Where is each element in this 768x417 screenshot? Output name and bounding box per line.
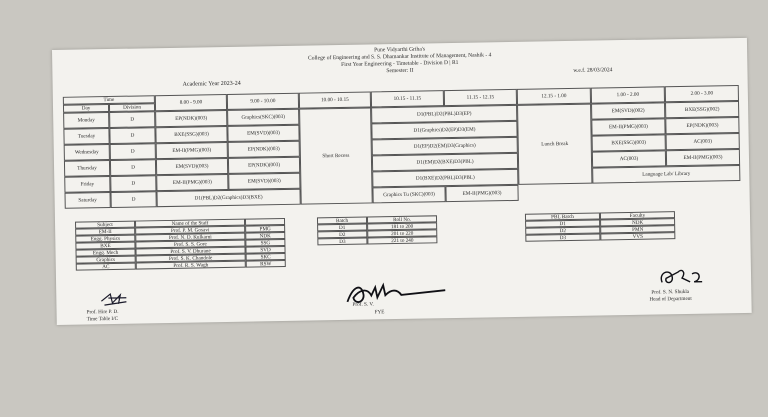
lecture-cell: EP(NDK)(003) bbox=[155, 110, 227, 127]
division-cell: D bbox=[110, 143, 156, 160]
lecture-cell: AC(003) bbox=[666, 133, 740, 150]
faculty-name: Prof. R. S. Wagh bbox=[136, 261, 246, 270]
middle-signatory-name: Prof. S. V. bbox=[352, 301, 374, 308]
slot-header: 10.15 - 11.15 bbox=[371, 90, 444, 107]
lecture-cell: EM(SVD)(002) bbox=[591, 102, 665, 119]
timetable-sheet bbox=[52, 38, 752, 325]
middle-signatory-role: FYE bbox=[374, 309, 385, 316]
lecture-cell: EM-II(PMG)(003) bbox=[591, 118, 665, 135]
faculty-header: Name of the Staff bbox=[135, 219, 245, 228]
right-signatory-role: Head of Department bbox=[649, 295, 692, 303]
lecture-cell: Graphics(SKC)(003) bbox=[227, 109, 299, 126]
lecture-cell: EM(SVD)(003) bbox=[228, 173, 300, 190]
short-recess: Short Recess bbox=[299, 107, 373, 204]
faculty-code: SSG bbox=[245, 239, 285, 247]
time-header: Time bbox=[63, 95, 155, 105]
faculty-name: Prof. P. M. Gosavi bbox=[135, 226, 245, 235]
division-cell: D bbox=[110, 191, 156, 208]
batch-roll: 221 to 240 bbox=[367, 236, 437, 244]
day-cell: Wednesday bbox=[64, 144, 110, 161]
tutorial-cell: Graphics Tu (SKC)(003) bbox=[372, 186, 445, 203]
faculty-name: Prof. S. S. Gore bbox=[135, 240, 245, 249]
day-cell: Tuesday bbox=[63, 128, 109, 145]
practical-cell: D1(EP)D2(EM)D3(Graphics) bbox=[372, 137, 518, 156]
faculty-code: RSW bbox=[246, 260, 286, 268]
practical-cell: D1(Graphics)D2(EP)D3(EM) bbox=[371, 121, 517, 140]
batch-name: D2 bbox=[317, 231, 367, 239]
lecture-cell: BXE(SSG)(003) bbox=[592, 134, 666, 151]
lecture-cell: EM-II(PMG)(003) bbox=[445, 185, 518, 202]
division-cell: D bbox=[109, 111, 155, 128]
batch-name: D1 bbox=[317, 224, 367, 232]
division-cell: D bbox=[110, 175, 156, 192]
day-cell: Thursday bbox=[64, 160, 110, 177]
faculty-code: NDK bbox=[245, 232, 285, 240]
pbl-faculty: VVS bbox=[600, 232, 675, 240]
batch-roll: 181 to 200 bbox=[367, 222, 437, 230]
pbl-batch: D3 bbox=[525, 233, 600, 241]
pbl-header: Faculty bbox=[600, 211, 675, 219]
faculty-name: Prof. N. D. Kulkarni bbox=[135, 233, 245, 242]
effective-date: w.e.f. 28/03/2024 bbox=[573, 67, 613, 74]
slot-header: 12.15 - 1.00 bbox=[517, 88, 591, 105]
division-cell: D bbox=[109, 127, 155, 144]
lecture-cell: EM-II(PMG)(003) bbox=[156, 174, 228, 191]
pbl-batch: D1 bbox=[525, 219, 600, 227]
slot-header: 11.15 - 12.15 bbox=[444, 89, 517, 106]
slot-header: 8.00 - 9.00 bbox=[155, 94, 227, 111]
lecture-cell: EP(NDK)(003) bbox=[228, 157, 300, 174]
faculty-header: Subject bbox=[75, 221, 135, 229]
batch-header: Batch bbox=[317, 217, 367, 225]
faculty-name: Prof. S. K. Chandole bbox=[136, 254, 246, 263]
batch-roll: 201 to 220 bbox=[367, 229, 437, 237]
pbl-faculty: NDK bbox=[600, 218, 675, 226]
left-signature bbox=[96, 289, 136, 310]
day-cell: Friday bbox=[64, 176, 110, 193]
practical-cell: D1(EM)D2(BXE)D3(PBL) bbox=[372, 153, 518, 172]
faculty-subject: Graphics bbox=[76, 256, 136, 264]
faculty-name: Prof. S. V. Dhurane bbox=[135, 247, 245, 256]
library-cell: Language Lab/ Library bbox=[592, 165, 740, 184]
lunch-break: Lunch Break bbox=[517, 104, 592, 185]
day-header: Day bbox=[63, 104, 109, 113]
lecture-cell: AC(003) bbox=[592, 150, 666, 167]
practical-cell: D1(PBL)D2(Graphics)D3(BXE) bbox=[156, 189, 300, 208]
timetable-title: First Year Engineering - Timetable - Division D | R1 bbox=[341, 59, 459, 68]
slot-header: 9.00 - 10.00 bbox=[227, 93, 299, 110]
college-name: College of Engineering and S. S. Dhamankar Institute of Management, Nashik - 4 bbox=[307, 52, 492, 62]
pbl-batch: D2 bbox=[525, 226, 600, 234]
faculty-code: PMG bbox=[245, 225, 285, 233]
practical-cell: D1(PBL)D2(PBL)D3(EP) bbox=[371, 105, 517, 124]
lecture-cell: BXE(SSG)(002) bbox=[665, 101, 739, 118]
lecture-cell: EP(NDK)(003) bbox=[228, 141, 300, 158]
day-cell: Saturday bbox=[64, 192, 110, 209]
slot-header: 10.00 - 10.15 bbox=[299, 91, 371, 108]
faculty-code: SVD bbox=[245, 246, 285, 254]
day-cell: Monday bbox=[63, 112, 109, 129]
lecture-cell: EP(NDK)(003) bbox=[665, 117, 739, 134]
lecture-cell: EM-II(PMG)(003) bbox=[156, 142, 228, 159]
faculty-code: SKC bbox=[246, 253, 286, 261]
pbl-header: PBL Batch bbox=[525, 212, 600, 220]
institute-society: Pune Vidyarthi Griha's bbox=[374, 46, 426, 54]
right-signatory-name: Prof. S. N. Shukla bbox=[651, 288, 690, 296]
slot-header: 2.00 - 3.00 bbox=[665, 85, 739, 102]
academic-year: Academic Year 2023-24 bbox=[182, 80, 241, 88]
semester: Semester: II bbox=[386, 67, 414, 75]
faculty-subject: Engg. Physics bbox=[75, 235, 135, 243]
faculty-subject: AC bbox=[76, 263, 136, 271]
slot-header: 1.00 - 2.00 bbox=[591, 86, 665, 103]
right-signature bbox=[656, 264, 706, 290]
practical-cell: D1(BXE)D2(PBL)D3(PBL) bbox=[372, 169, 518, 188]
faculty-subject: BXE bbox=[75, 242, 135, 250]
faculty-subject: EM-II bbox=[75, 228, 135, 236]
batch-name: D3 bbox=[317, 238, 367, 246]
lecture-cell: EM-II(PMG)(003) bbox=[666, 149, 740, 166]
faculty-subject: Engg. Mech bbox=[75, 249, 135, 257]
left-signatory-name: Prof. Hire P. D. bbox=[86, 308, 119, 316]
pbl-faculty: PMN bbox=[600, 225, 675, 233]
lecture-cell: EM(SVD)(003) bbox=[156, 158, 228, 175]
lecture-cell: EM(SVD)(003) bbox=[227, 125, 299, 142]
left-signatory-role: Time Table I/C bbox=[86, 315, 119, 323]
division-cell: D bbox=[110, 159, 156, 176]
batch-header: Roll No. bbox=[367, 215, 437, 223]
division-header: Division bbox=[109, 103, 155, 112]
lecture-cell: BXE(SSG)(003) bbox=[155, 126, 227, 143]
